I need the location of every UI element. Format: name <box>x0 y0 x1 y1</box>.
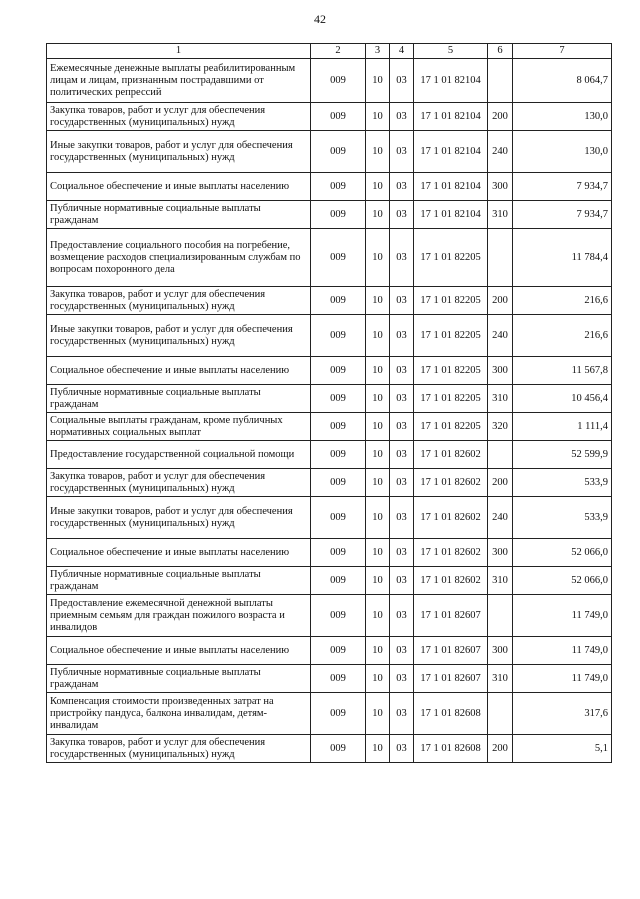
row-name: Публичные нормативные социальные выплаты гражданам <box>47 665 311 693</box>
row-section: 10 <box>366 637 390 665</box>
table-row <box>47 413 612 441</box>
row-subsection: 03 <box>390 595 414 637</box>
row-name: Закупка товаров, работ и услуг для обеспечения государственных (муниципальных) нужд <box>47 103 311 131</box>
table-row <box>47 497 612 539</box>
row-amount: 11 784,4 <box>513 229 612 287</box>
table-row <box>47 315 612 357</box>
row-target-article: 17 1 01 82602 <box>414 539 488 567</box>
row-amount: 10 456,4 <box>513 385 612 413</box>
row-section: 10 <box>366 287 390 315</box>
row-section: 10 <box>366 469 390 497</box>
row-name: Социальное обеспечение и иные выплаты населению <box>47 173 311 201</box>
row-section: 10 <box>366 413 390 441</box>
row-target-article: 17 1 01 82608 <box>414 693 488 735</box>
row-target-article: 17 1 01 82205 <box>414 229 488 287</box>
row-expense-type <box>488 229 513 287</box>
row-admin-code: 009 <box>311 385 366 413</box>
row-name: Предоставление государственной социальной помощи <box>47 441 311 469</box>
row-amount: 11 749,0 <box>513 637 612 665</box>
row-admin-code: 009 <box>311 665 366 693</box>
row-expense-type: 300 <box>488 357 513 385</box>
row-subsection: 03 <box>390 497 414 539</box>
column-header-2: 2 <box>311 44 366 59</box>
row-expense-type: 200 <box>488 287 513 315</box>
row-subsection: 03 <box>390 59 414 103</box>
table-row <box>47 665 612 693</box>
row-expense-type: 200 <box>488 469 513 497</box>
row-target-article: 17 1 01 82104 <box>414 201 488 229</box>
row-admin-code: 009 <box>311 201 366 229</box>
row-amount: 533,9 <box>513 497 612 539</box>
table-row <box>47 131 612 173</box>
row-name: Иные закупки товаров, работ и услуг для обеспечения государственных (муниципальных) нужд <box>47 131 311 173</box>
row-amount: 11 749,0 <box>513 665 612 693</box>
row-subsection: 03 <box>390 567 414 595</box>
row-target-article: 17 1 01 82608 <box>414 735 488 763</box>
row-subsection: 03 <box>390 413 414 441</box>
row-name: Закупка товаров, работ и услуг для обеспечения государственных (муниципальных) нужд <box>47 287 311 315</box>
row-name: Публичные нормативные социальные выплаты гражданам <box>47 385 311 413</box>
row-amount: 52 066,0 <box>513 567 612 595</box>
table-row <box>47 441 612 469</box>
column-header-4: 4 <box>390 44 414 59</box>
row-admin-code: 009 <box>311 735 366 763</box>
row-expense-type: 200 <box>488 735 513 763</box>
row-target-article: 17 1 01 82104 <box>414 131 488 173</box>
row-target-article: 17 1 01 82602 <box>414 567 488 595</box>
row-admin-code: 009 <box>311 103 366 131</box>
table-row <box>47 201 612 229</box>
row-admin-code: 009 <box>311 413 366 441</box>
table-row <box>47 595 612 637</box>
row-target-article: 17 1 01 82205 <box>414 315 488 357</box>
row-target-article: 17 1 01 82205 <box>414 357 488 385</box>
row-section: 10 <box>366 497 390 539</box>
table-row <box>47 229 612 287</box>
row-name: Социальное обеспечение и иные выплаты населению <box>47 539 311 567</box>
row-section: 10 <box>366 173 390 201</box>
row-amount: 216,6 <box>513 287 612 315</box>
row-admin-code: 009 <box>311 315 366 357</box>
row-expense-type: 240 <box>488 315 513 357</box>
row-expense-type: 310 <box>488 385 513 413</box>
row-admin-code: 009 <box>311 497 366 539</box>
row-name: Закупка товаров, работ и услуг для обеспечения государственных (муниципальных) нужд <box>47 469 311 497</box>
row-expense-type: 240 <box>488 131 513 173</box>
row-expense-type <box>488 441 513 469</box>
row-amount: 7 934,7 <box>513 201 612 229</box>
row-admin-code: 009 <box>311 229 366 287</box>
table-header-row <box>47 44 612 59</box>
table-row <box>47 173 612 201</box>
row-name: Компенсация стоимости произведенных затрат на пристройку пандуса, балкона инвалидам, детям-инвалидам <box>47 693 311 735</box>
row-amount: 52 066,0 <box>513 539 612 567</box>
row-target-article: 17 1 01 82205 <box>414 385 488 413</box>
row-target-article: 17 1 01 82104 <box>414 59 488 103</box>
row-subsection: 03 <box>390 287 414 315</box>
row-section: 10 <box>366 315 390 357</box>
row-section: 10 <box>366 693 390 735</box>
row-name: Закупка товаров, работ и услуг для обеспечения государственных (муниципальных) нужд <box>47 735 311 763</box>
table-row <box>47 287 612 315</box>
row-admin-code: 009 <box>311 287 366 315</box>
row-name: Предоставление ежемесячной денежной выплаты приемным семьям для граждан пожилого возраста и инвалидов <box>47 595 311 637</box>
table-row <box>47 693 612 735</box>
row-subsection: 03 <box>390 315 414 357</box>
column-header-1: 1 <box>47 44 311 59</box>
row-section: 10 <box>366 59 390 103</box>
row-section: 10 <box>366 441 390 469</box>
row-amount: 7 934,7 <box>513 173 612 201</box>
row-admin-code: 009 <box>311 637 366 665</box>
row-section: 10 <box>366 357 390 385</box>
row-amount: 533,9 <box>513 469 612 497</box>
row-section: 10 <box>366 385 390 413</box>
row-admin-code: 009 <box>311 469 366 497</box>
row-target-article: 17 1 01 82205 <box>414 287 488 315</box>
table-row <box>47 103 612 131</box>
row-subsection: 03 <box>390 637 414 665</box>
table-row <box>47 735 612 763</box>
row-amount: 11 749,0 <box>513 595 612 637</box>
row-expense-type: 310 <box>488 665 513 693</box>
row-target-article: 17 1 01 82602 <box>414 469 488 497</box>
row-expense-type: 200 <box>488 103 513 131</box>
row-amount: 8 064,7 <box>513 59 612 103</box>
row-amount: 130,0 <box>513 131 612 173</box>
row-target-article: 17 1 01 82607 <box>414 595 488 637</box>
row-expense-type: 300 <box>488 173 513 201</box>
row-admin-code: 009 <box>311 595 366 637</box>
table-row <box>47 637 612 665</box>
table-row <box>47 567 612 595</box>
row-admin-code: 009 <box>311 131 366 173</box>
row-admin-code: 009 <box>311 693 366 735</box>
row-subsection: 03 <box>390 103 414 131</box>
row-target-article: 17 1 01 82104 <box>414 173 488 201</box>
column-header-6: 6 <box>488 44 513 59</box>
row-expense-type <box>488 693 513 735</box>
row-admin-code: 009 <box>311 441 366 469</box>
table-row <box>47 357 612 385</box>
row-subsection: 03 <box>390 385 414 413</box>
row-admin-code: 009 <box>311 539 366 567</box>
row-name: Иные закупки товаров, работ и услуг для обеспечения государственных (муниципальных) нужд <box>47 315 311 357</box>
row-subsection: 03 <box>390 173 414 201</box>
row-subsection: 03 <box>390 131 414 173</box>
row-section: 10 <box>366 567 390 595</box>
row-section: 10 <box>366 131 390 173</box>
row-name: Социальные выплаты гражданам, кроме публичных нормативных социальных выплат <box>47 413 311 441</box>
budget-table <box>46 43 612 763</box>
table-row <box>47 385 612 413</box>
row-target-article: 17 1 01 82205 <box>414 413 488 441</box>
row-expense-type: 310 <box>488 201 513 229</box>
row-name: Публичные нормативные социальные выплаты гражданам <box>47 201 311 229</box>
row-subsection: 03 <box>390 665 414 693</box>
row-expense-type: 240 <box>488 497 513 539</box>
row-subsection: 03 <box>390 469 414 497</box>
row-name: Иные закупки товаров, работ и услуг для обеспечения государственных (муниципальных) нужд <box>47 497 311 539</box>
row-target-article: 17 1 01 82602 <box>414 497 488 539</box>
row-subsection: 03 <box>390 357 414 385</box>
row-section: 10 <box>366 735 390 763</box>
row-target-article: 17 1 01 82607 <box>414 665 488 693</box>
row-amount: 216,6 <box>513 315 612 357</box>
row-target-article: 17 1 01 82607 <box>414 637 488 665</box>
table-row <box>47 59 612 103</box>
column-header-5: 5 <box>414 44 488 59</box>
row-section: 10 <box>366 665 390 693</box>
row-section: 10 <box>366 103 390 131</box>
row-admin-code: 009 <box>311 567 366 595</box>
row-name: Ежемесячные денежные выплаты реабилитированным лицам и лицам, признанным пострадавшими от политических репрессий <box>47 59 311 103</box>
column-header-7: 7 <box>513 44 612 59</box>
row-expense-type: 320 <box>488 413 513 441</box>
row-expense-type <box>488 59 513 103</box>
row-target-article: 17 1 01 82602 <box>414 441 488 469</box>
row-subsection: 03 <box>390 735 414 763</box>
table-body <box>47 59 612 763</box>
row-name: Публичные нормативные социальные выплаты гражданам <box>47 567 311 595</box>
row-section: 10 <box>366 539 390 567</box>
row-amount: 130,0 <box>513 103 612 131</box>
row-subsection: 03 <box>390 201 414 229</box>
row-name: Социальное обеспечение и иные выплаты населению <box>47 637 311 665</box>
page-number: 42 <box>314 12 326 26</box>
row-section: 10 <box>366 229 390 287</box>
row-amount: 1 111,4 <box>513 413 612 441</box>
row-expense-type: 300 <box>488 539 513 567</box>
row-section: 10 <box>366 595 390 637</box>
row-subsection: 03 <box>390 539 414 567</box>
row-admin-code: 009 <box>311 59 366 103</box>
row-expense-type: 300 <box>488 637 513 665</box>
row-subsection: 03 <box>390 693 414 735</box>
row-subsection: 03 <box>390 229 414 287</box>
row-name: Предоставление социального пособия на погребение, возмещение расходов специализированным службам по вопросам похоронного дела <box>47 229 311 287</box>
row-expense-type: 310 <box>488 567 513 595</box>
row-amount: 11 567,8 <box>513 357 612 385</box>
row-target-article: 17 1 01 82104 <box>414 103 488 131</box>
row-subsection: 03 <box>390 441 414 469</box>
row-amount: 52 599,9 <box>513 441 612 469</box>
row-amount: 317,6 <box>513 693 612 735</box>
row-expense-type <box>488 595 513 637</box>
table-row <box>47 469 612 497</box>
row-amount: 5,1 <box>513 735 612 763</box>
row-section: 10 <box>366 201 390 229</box>
row-name: Социальное обеспечение и иные выплаты населению <box>47 357 311 385</box>
row-admin-code: 009 <box>311 357 366 385</box>
table-row <box>47 539 612 567</box>
column-header-3: 3 <box>366 44 390 59</box>
row-admin-code: 009 <box>311 173 366 201</box>
